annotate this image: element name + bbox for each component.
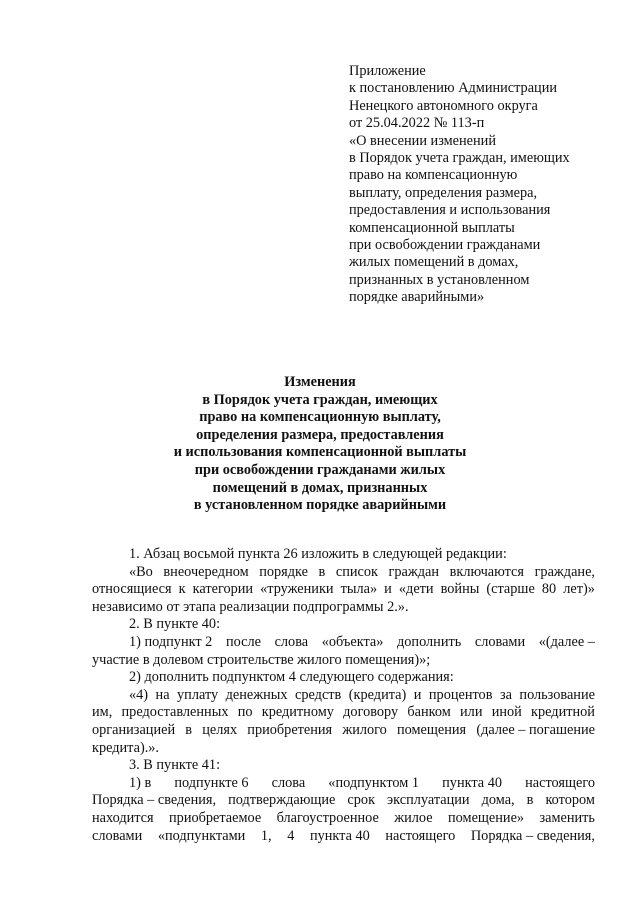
word: денежных [225,686,288,703]
title-line: при освобождении гражданами жилых [194,461,446,478]
appendix-line: компенсационной выплаты [349,219,515,236]
word: пункта 40 [442,774,502,791]
word: 1) подпункт 2 [129,633,213,650]
word: порядке [259,563,308,580]
word: к [178,581,186,598]
word: «Во [129,563,153,580]
word: по [237,704,253,721]
word: 1) в [129,774,152,791]
word: внеочередном [163,563,249,580]
document-body [92,546,595,845]
body-line [92,634,595,652]
word: «труженики [260,581,334,598]
body-line: кредита).». [92,739,160,756]
body-line: 3. В пункте 41: [129,757,221,774]
word: словами [92,827,143,844]
appendix-line: при освобождении гражданами [349,237,541,254]
title-line: в Порядок учета граждан, имеющих [202,391,438,408]
title-line: помещений в домах, признанных [212,479,428,496]
word: процентов [428,686,493,703]
word: дома, [481,792,515,809]
appendix-line: выплату, определения размера, [349,184,538,201]
word: в [185,721,193,738]
appendix-line: признанных в установленном [349,271,530,288]
word: заменить [539,809,595,826]
word: благоустроенное [276,809,379,826]
body-line: участие в долевом строительстве жилого помещения)»; [92,651,431,668]
word: (далее – погашение [476,721,595,738]
word: приобретения [247,721,333,738]
word: договору [343,704,399,721]
word: жилое [394,809,433,826]
word: помещение» [448,809,525,826]
body-line [92,810,595,828]
word: пункта 40 [309,827,370,844]
word: предоставленных [121,704,229,721]
title-line: Изменения [284,374,356,390]
appendix-line: Ненецкого автономного округа [349,97,538,114]
word: включаются [449,563,524,580]
word: лет)» [563,581,595,598]
word: «4) [129,686,149,703]
appendix-line: порядке аварийными» [349,289,485,306]
word: Порядка – сведения, [92,792,217,809]
word: «подпунктами [157,827,246,844]
word: организацией [92,721,176,738]
word: находится [92,809,154,826]
word: словами [474,633,526,650]
title-line: в установленном порядке аварийными [193,497,447,514]
body-line [92,687,595,705]
appendix-line: Приложение [349,63,426,79]
word: за [499,686,512,703]
word: слова [271,774,306,791]
word: дополнить [397,633,462,650]
word: граждан [388,563,440,580]
word: подтверждающие [228,792,336,809]
body-line [92,564,595,582]
word: эксплуатации [387,792,470,809]
word: относящиеся [92,581,172,598]
word: кредитной [531,704,595,721]
body-line: 1. Абзац восьмой пункта 26 изложить в следующей редакции: [129,546,507,562]
word: настоящего [525,774,595,791]
appendix-line: от 25.04.2022 № 113-п [349,115,485,132]
word: пользование [519,686,595,703]
word: в [318,563,326,580]
appendix-line: к постановлению Администрации [349,80,558,97]
appendix-line: в Порядок учета граждан, имеющих [349,150,570,167]
word: и [384,581,392,598]
word: котором [545,792,595,809]
word: «подпунктом 1 [328,774,420,791]
word: «дети [398,581,434,598]
word: список [335,563,378,580]
word: срок [347,792,376,809]
word: 80 [541,581,557,598]
word: кредитному [261,704,334,721]
word: (кредита) [348,686,407,703]
appendix-line: предоставления и использования [349,202,551,219]
word: на [155,686,170,703]
word: и [413,686,422,703]
word: в [526,792,534,809]
word: или [460,704,483,721]
word: приобретаемое [169,809,262,826]
body-line [92,828,595,846]
word: жилого [342,721,387,738]
word: граждане, [534,563,595,580]
word: войны [440,581,480,598]
word: слова [274,633,309,650]
appendix-line: «О внесении изменений [349,132,496,149]
body-line [92,581,595,599]
word: банком [407,704,451,721]
body-line: независимо от этапа реализации подпрограммы 2.». [92,598,409,615]
word: уплату [177,686,219,703]
word: (старше [486,581,535,598]
word: им, [92,704,113,721]
title-line: и использования компенсационной выплаты [173,444,467,461]
word: иной [491,704,522,721]
body-line [92,775,595,793]
body-line: 2. В пункте 40: [129,616,221,633]
title-line: определения размера, предоставления [196,426,444,443]
word: категории [192,581,254,598]
body-line [92,792,595,810]
appendix-line: жилых помещений в домах, [349,254,519,271]
body-line: 2) дополнить подпунктом 4 следующего содержания: [129,669,454,686]
word: средств [295,686,342,703]
word: помещения [396,721,467,738]
appendix-line: право на компенсационную [349,167,518,184]
word: 1, [260,827,272,844]
word: настоящего [385,827,456,844]
word: целях [202,721,238,738]
appendix-header [349,63,619,307]
body-line [92,704,595,722]
word: Порядка – сведения, [470,827,595,844]
word: «(далее – [538,633,595,650]
title-line: право на компенсационную выплату, [199,409,441,426]
word: 4 [287,827,295,844]
word: подпункте 6 [174,774,249,791]
word: после [225,633,261,650]
word: тыла» [340,581,378,598]
document-title [120,374,520,515]
body-line [92,722,595,740]
word: «объекта» [321,633,384,650]
